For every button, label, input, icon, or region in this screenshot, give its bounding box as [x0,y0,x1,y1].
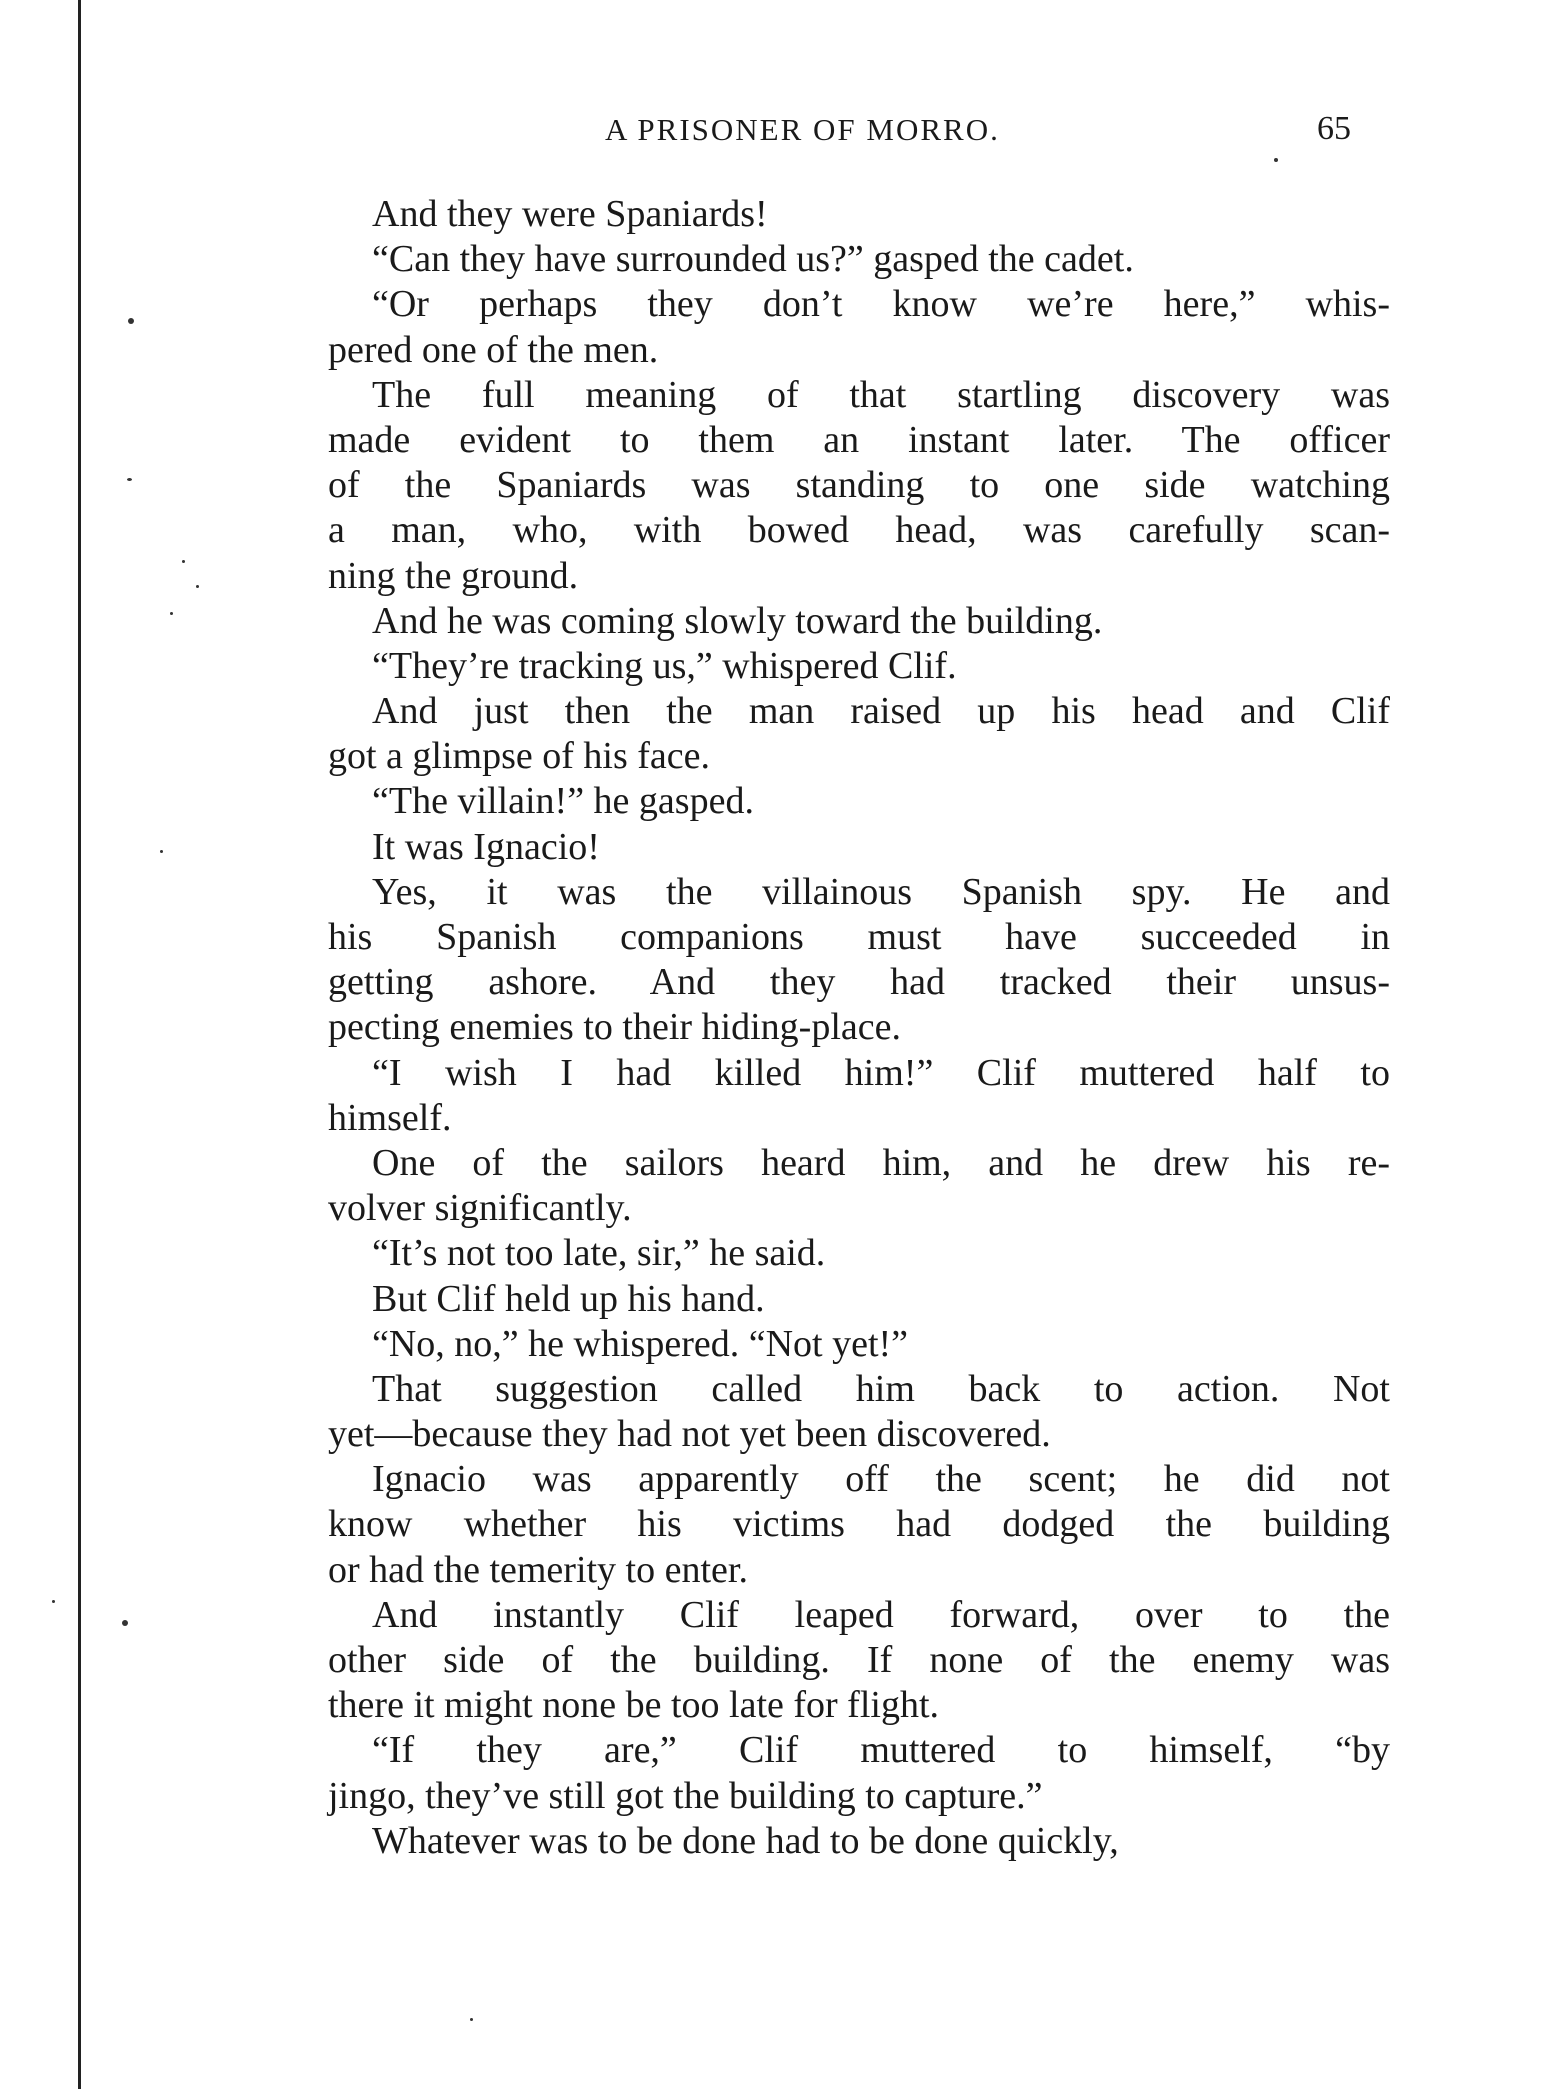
running-title: A PRISONER OF MORRO. [605,112,1000,147]
text-line: Yes, it was the villainous Spanish spy. He and [372,870,1390,913]
text-line: getting ashore. And they had tracked their unsus- [328,961,1390,1004]
text-line: pered one of the men. [328,328,659,371]
text-line: “They’re tracking us,” whispered Clif. [372,644,957,687]
print-speck [170,612,173,615]
binding-edge-line [78,0,81,2089]
text-line: yet—because they had not yet been discovered. [328,1413,1051,1456]
text-line: It was Ignacio! [372,825,600,868]
text-line: ning the ground. [328,554,579,597]
page-number: 65 [1317,110,1351,147]
text-line: One of the sailors heard him, and he drew his re- [372,1141,1390,1184]
print-speck [196,585,199,588]
print-speck [182,560,185,563]
print-speck [470,2018,473,2021]
text-line: there it might none be too late for flight. [328,1684,940,1727]
text-line: or had the temerity to enter. [328,1548,748,1591]
text-line: “It’s not too late, sir,” he said. [372,1232,826,1275]
text-line: jingo, they’ve still got the building to capture.” [328,1774,1043,1817]
text-line: of the Spaniards was standing to one side watching [328,464,1390,507]
text-line: And just then the man raised up his head and Clif [372,690,1390,733]
text-line: Ignacio was apparently off the scent; he did not [372,1458,1390,1501]
text-line: “The villain!” he gasped. [372,780,754,823]
text-line: But Clif held up his hand. [372,1277,765,1320]
text-line: “I wish I had killed him!” Clif muttered half to [372,1051,1390,1094]
text-line: got a glimpse of his face. [328,735,711,778]
text-line: volver significantly. [328,1187,632,1230]
text-line: “Or perhaps they don’t know we’re here,” whis- [372,283,1390,326]
print-speck [52,1600,55,1603]
text-line: know whether his victims had dodged the building [328,1503,1390,1546]
text-line: And instantly Clif leaped forward, over to the [372,1593,1390,1636]
text-line: And they were Spaniards! [372,193,768,235]
body-text [328,192,1390,1864]
print-speck [128,318,134,324]
print-speck [122,1620,128,1626]
text-line: The full meaning of that startling discovery was [372,373,1390,416]
print-speck [160,850,163,853]
text-line: a man, who, with bowed head, was carefully scan- [328,509,1390,552]
text-line: other side of the building. If none of the enemy was [328,1639,1390,1681]
text-line: himself. [328,1096,452,1139]
print-speck [127,478,132,481]
text-line: “No, no,” he whispered. “Not yet!” [372,1322,909,1365]
text-line: his Spanish companions must have succeeded in [328,916,1390,958]
print-speck [1274,158,1278,162]
text-line: “Can they have surrounded us?” gasped the cadet. [372,238,1134,281]
text-line: And he was coming slowly toward the building. [372,599,1103,642]
text-line: Whatever was to be done had to be done quickly, [372,1819,1119,1862]
text-line: That suggestion called him back to action. Not [372,1367,1390,1410]
text-line: made evident to them an instant later. The officer [328,418,1390,461]
text-line: “If they are,” Clif muttered to himself, “by [372,1729,1390,1772]
text-line: pecting enemies to their hiding-place. [328,1006,901,1049]
